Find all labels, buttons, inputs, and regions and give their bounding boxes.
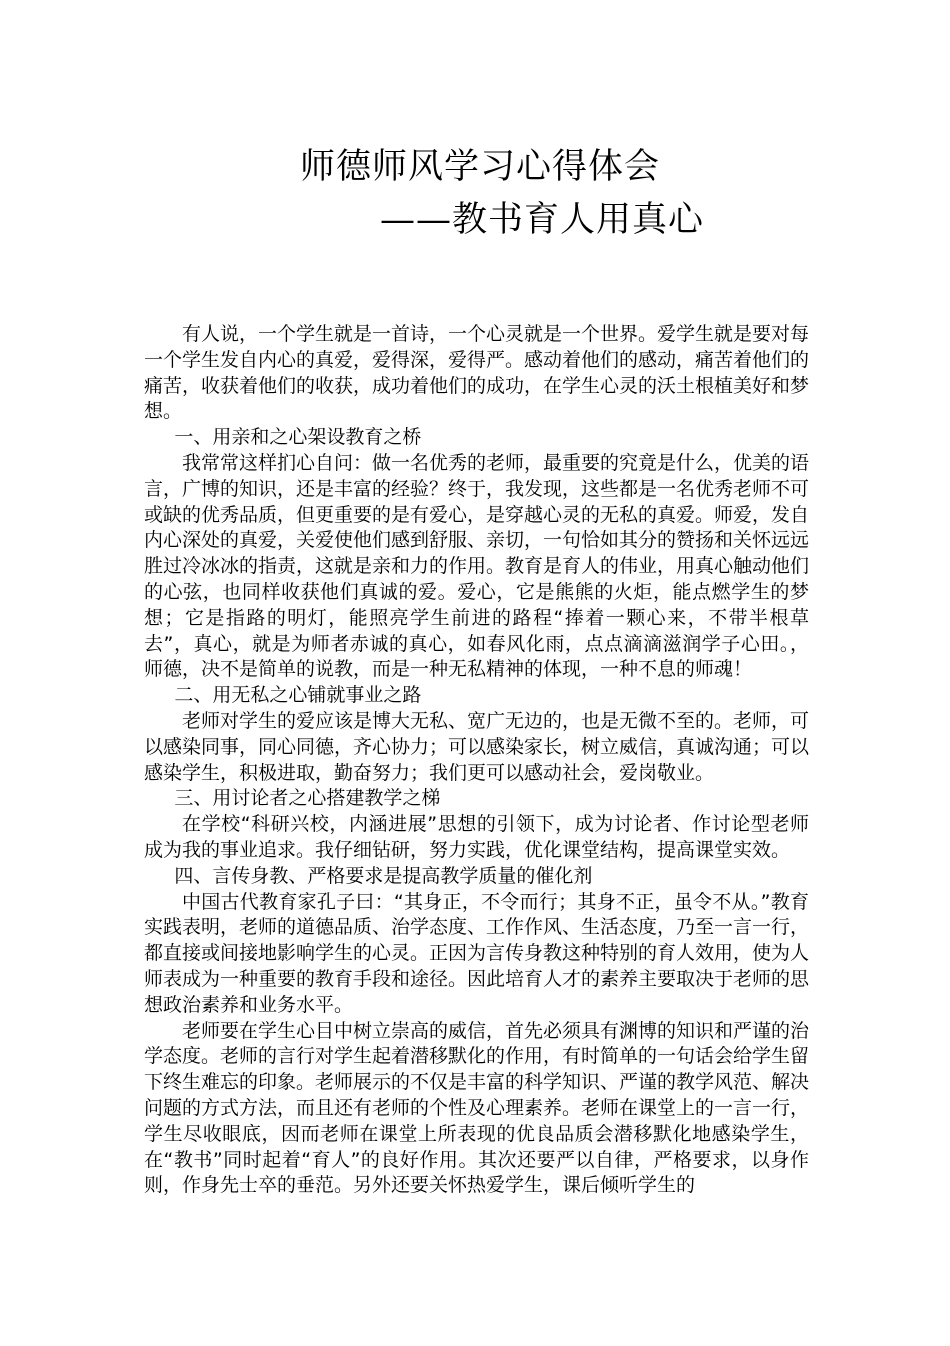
document-title: 师德师风学习心得体会 <box>300 147 661 187</box>
paragraph-section-4b: 老师要在学生心目中树立崇高的威信，首先必须具有渊博的知识和严谨的治学态度。老师的言行对学生起着潜移默化的作用，有时简单的一句话会给学生留下终生难忘的印象。老师展示的不仅是丰富的科学知识、严谨的教学风范、解决问题的方式方法，而且还有老师的个性及心理素养。老师在课堂上的一言一行，学生尽收眼底，因而老师在课堂上所表现的优良品质会潜移默化地感染学生，在“教书”同时起着“育人”的良好作用。其次还要严以自律，严格要求，以身作则，作身先士卒的垂范。另外还要关怀热爱学生，课后倾听学生的 <box>144 1019 810 1197</box>
section-heading-3: 三、用讨论者之心搭建教学之梯 <box>174 787 441 810</box>
section-heading-4: 四、言传身教、严格要求是提高教学质量的催化剂 <box>174 864 593 887</box>
section-heading-1: 一、用亲和之心架设教育之桥 <box>174 426 422 449</box>
paragraph-section-1: 我常常这样扪心自问：做一名优秀的老师，最重要的究竟是什么，优美的语言，广博的知识，还是丰富的经验？终于，我发现，这些都是一名优秀老师不可或缺的优秀品质，但更重要的是有爱心，是穿越心灵的无私的真爱。师爱，发自内心深处的真爱，关爱使他们感到舒服、亲切，一句恰如其分的赞扬和关怀远远胜过冷冰冰的指责，这就是亲和力的作用。教育是育人的伟业，用真心触动他们的心弦，也同样收获他们真诚的爱。爱心，它是熊熊的火炬，能点燃学生的梦想；它是指路的明灯，能照亮学生前进的路程“捧着一颗心来，不带半根草去”，真心，就是为师者赤诚的真心，如春风化雨，点点滴滴滋润学子心田。，师德，决不是简单的说教，而是一种无私精神的体现，一种不息的师魂！ <box>144 451 810 681</box>
document-body <box>144 322 809 1199</box>
paragraph-intro: 有人说，一个学生就是一首诗，一个心灵就是一个世界。爱学生就是要对每一个学生发自内心的真爱，爱得深，爱得严。感动着他们的感动，痛苦着他们的痛苦，收获着他们的收获，成功着他们的成功，在学生心灵的沃土根植美好和梦想。 <box>144 323 810 423</box>
paragraph-section-4a: 中国古代教育家孔子曰：“其身正，不令而行；其身不正，虽令不从。”教育实践表明，老师的道德品质、治学态度、工作作风、生活态度，乃至一言一行，都直接或间接地影响学生的心灵。正因为言传身教这种特别的育人效用，使为人师表成为一种重要的教育手段和途径。因此培育人才的素养主要取决于老师的思想政治素养和业务水平。 <box>144 890 810 1016</box>
document-subtitle: ——教书育人用真心 <box>380 200 705 240</box>
section-heading-2: 二、用无私之心铺就事业之路 <box>174 684 422 707</box>
paragraph-section-2: 老师对学生的爱应该是博大无私、宽广无边的，也是无微不至的。老师，可以感染同事，同心同德，齐心协力；可以感染家长，树立威信，真诚沟通；可以感染学生，积极进取，勤奋努力；我们更可以感动社会，爱岗敬业。 <box>144 709 810 784</box>
paragraph-section-3: 在学校“科研兴校，内涵进展”思想的引领下，成为讨论者、作讨论型老师成为我的事业追求。我仔细钻研，努力实践，优化课堂结构，提高课堂实效。 <box>144 813 809 861</box>
